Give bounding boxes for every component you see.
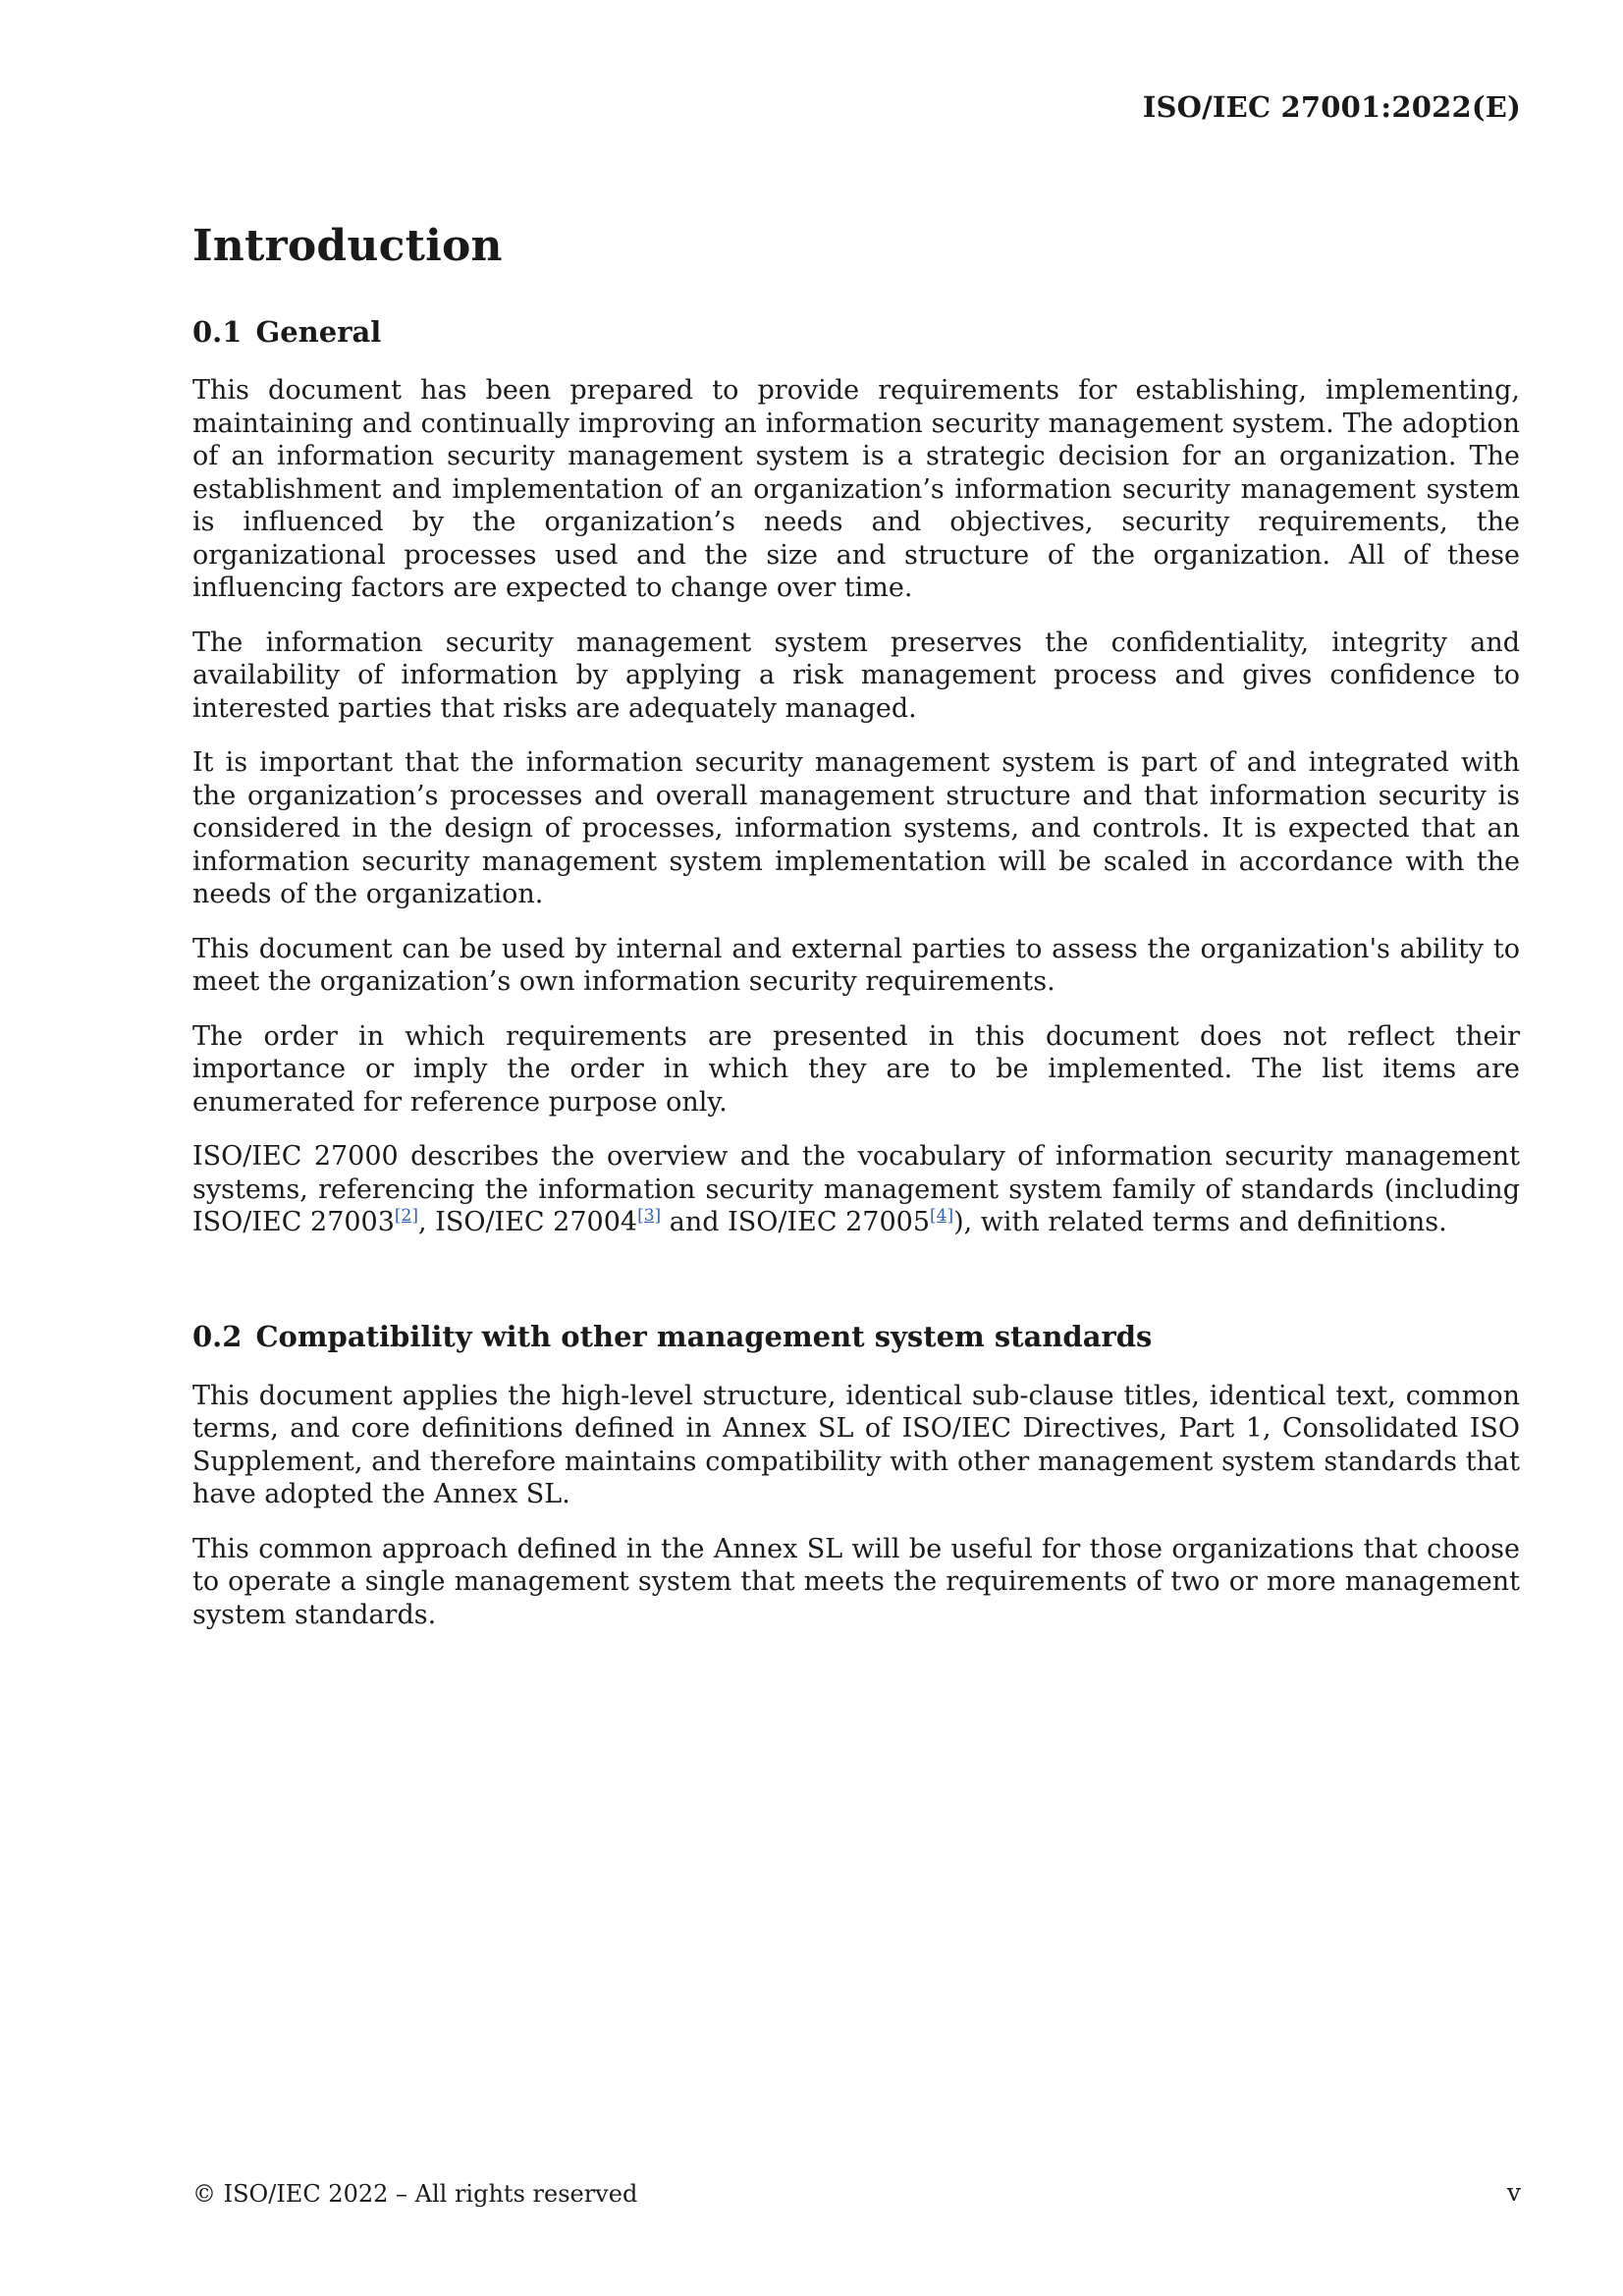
paragraph: This common approach defined in the Annex SL will be useful for those organizations that choose to operate a single management system that meets the requirements of two or more management system standards. — [192, 1533, 1520, 1630]
bibliography-reference-link[interactable]: [2] — [394, 1206, 418, 1227]
text-run: ISO/IEC 27000 describes the overview and the vocabulary of information security management systems, referencing the information security management system family of standards (including ISO/IEC 27003 — [192, 1141, 1520, 1238]
text-run: , ISO/IEC 27004 — [418, 1207, 638, 1238]
paragraph: The order in which requirements are presented in this document does not reflect their importance or imply the order in which they are to be implemented. The list items are enumerated for reference purpose only. — [192, 1020, 1520, 1118]
section-title: General — [255, 314, 382, 349]
footer-copyright: © ISO/IEC 2022 – All rights reserved — [192, 2180, 638, 2208]
section-title: Compatibility with other management system standards — [255, 1319, 1153, 1353]
paragraph: This document has been prepared to provide requirements for establishing, implementing, maintaining and continually improving an information security management system. The adoption of an information security management system is a strategic decision for an organization. The establishment and implementation of an organization’s information security management system is influenced by the organization’s needs and objectives, security requirements, the organizational processes used and the size and structure of the organization. All of these influencing factors are expected to change over time. — [192, 375, 1520, 604]
bibliography-reference-link[interactable]: [3] — [637, 1206, 662, 1227]
paragraph: The information security management system preserves the confidentiality, integrity and availability of information by applying a risk management process and gives confidence to interested parties that risks are adequately managed. — [192, 627, 1520, 724]
paragraph: This document can be used by internal and external parties to assess the organization's ability to meet the organization’s own information security requirements. — [192, 933, 1520, 998]
text-run: and ISO/IEC 27005 — [661, 1207, 931, 1238]
paragraph: This document applies the high-level structure, identical sub-clause titles, identical text, common terms, and core definitions defined in Annex SL of ISO/IEC Directives, Part 1, Consolidated ISO Supplement, and therefore maintains compatibility with other management system standards that have adopted the Annex SL. — [192, 1380, 1520, 1510]
paragraph-with-references — [192, 1140, 1520, 1239]
document-identifier: ISO/IEC 27001:2022(E) — [1142, 90, 1521, 124]
section-heading-general — [192, 315, 1520, 350]
page-content — [192, 222, 1520, 1653]
text-run: ), with related terms and definitions. — [953, 1207, 1447, 1238]
section-number: 0.2 — [192, 1319, 243, 1353]
section-number: 0.1 — [192, 314, 243, 349]
page-title: Introduction — [192, 221, 503, 271]
page-number: v — [1506, 2178, 1521, 2207]
section-heading-compatibility — [192, 1320, 1520, 1354]
bibliography-reference-link[interactable]: [4] — [930, 1206, 954, 1227]
paragraph: It is important that the information security management system is part of and integrated with the organization’s processes and overall management structure and that information security is considered in the design of processes, information systems, and controls. It is expected that an information security management system implementation will be scaled in accordance with the needs of the organization. — [192, 747, 1520, 910]
